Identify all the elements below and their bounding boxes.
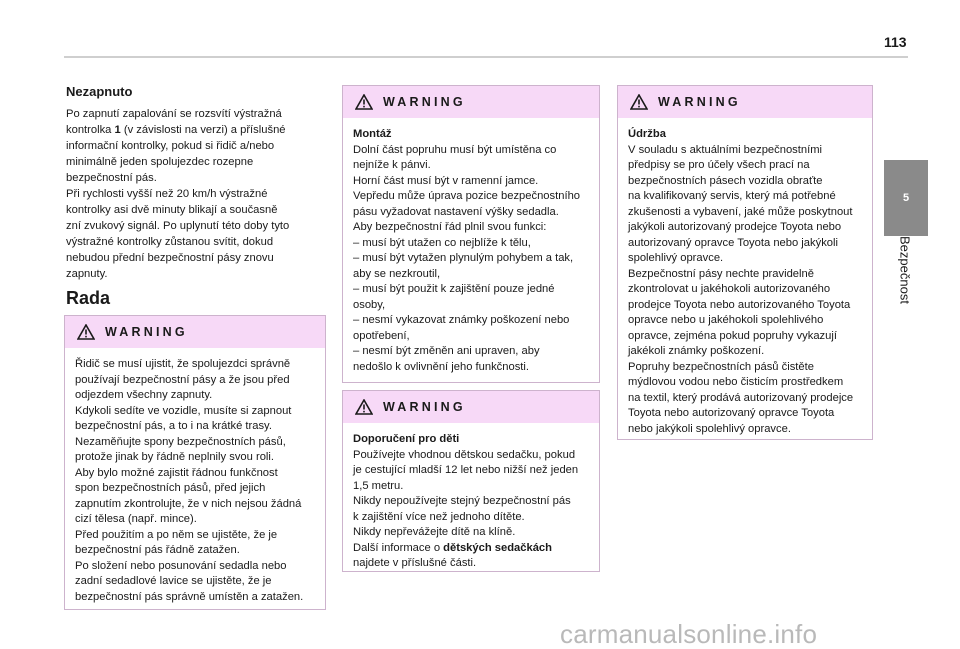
warning-body: Údržba V souladu s aktuálními bezpečnostními předpisy se pro účely všech prací na bezpečnostních pásech vozidla obraťte na kvalifikovaný servis, který má potřebné zkušenosti a vybavení, jaké může poskytnout jakýkoli autorizovaný prodejce Toyota nebo autorizovaný opravce Toyota nebo jakýkoli spolehlivý opravce. Bezpečnostní pásy nechte pravidelně zkontrolovat u jakéhokoli autorizovaného prodejce Toyota nebo autorizovaného Toyota opravce nebo u jakéhokoli spolehlivého opravce, zejména pokud popruhy vykazují jakékoli známky poškození. Popruhy bezpečnostních pásů čistěte mýdlovou vodou nebo čisticím prostředkem na textil, který prodává autorizovaný prodejce Toyota nebo autorizovaný opravce Toyota nebo jakýkoli spolehlivý opravce.	[628, 128, 854, 435]
warning-box-usage	[64, 315, 326, 610]
chapter-tab[interactable]: 5	[884, 160, 928, 236]
warning-title: WARNING	[383, 400, 466, 414]
warning-triangle-icon	[630, 94, 648, 110]
section-heading-rada: Rada	[66, 288, 111, 308]
warning-header	[65, 316, 325, 348]
header-rule	[64, 56, 908, 58]
warning-header	[343, 391, 599, 423]
warning-box-maintenance	[617, 85, 873, 440]
chapter-title: Bezpečnost	[897, 236, 913, 304]
warning-triangle-icon	[355, 94, 373, 110]
intro-paragraph: Po zapnutí zapalování se rozsvítí výstražná kontrolka 1 (v závislosti na verzi) a příslušné informační kontrolky, pokud si řidič a/nebo minimálně jeden spolujezdec rozepne bezpečnostní pás. Při rychlosti vyšší než 20 km/h výstražné kontrolky asi dvě minuty blikají a současně zní zvukový signál. Po uplynutí této doby tyto výstražné kontrolky zůstanou svítit, dokud nebudou přední bezpečnostní pásy znovu zapnuty.	[66, 108, 290, 280]
warning-header	[618, 86, 872, 118]
warning-header	[343, 86, 599, 118]
section-heading-nezapnuto: Nezapnuto	[66, 84, 133, 99]
warning-title: WARNING	[658, 95, 741, 109]
warning-subtitle: Montáž	[353, 128, 392, 140]
child-seats-reference: dětských sedačkách	[443, 541, 552, 554]
warning-triangle-icon	[77, 324, 95, 340]
warning-title: WARNING	[105, 325, 188, 339]
warning-subtitle: Doporučení pro děti	[353, 433, 460, 445]
watermark: carmanualsonline.info	[560, 619, 818, 649]
warning-body: Řidič se musí ujistit, že spolujezdci správně používají bezpečnostní pásy a že jsou před odjezdem všechny zapnuty. Kdykoli sedíte ve vozidle, musíte si zapnout bezpečnostní pás, a to i na krátké trasy. Nezaměňujte spony bezpečnostních pásů, protože jinak by řádně neplnily svou roli. Aby bylo možné zajistit řádnou funkčnost spon bezpečnostních pásů, před jejich zapnutím zkontrolujte, že v nich nejsou žádná cizí tělesa (např. mince). Před použitím a po něm se ujistěte, že je bezpečnostní pás řádně zatažen. Po složení nebo posunování sedadla nebo zadní sedadlové lavice se ujistěte, že je bezpečnostní pás správně umístěn a zatažen.	[75, 358, 304, 603]
warning-body: Doporučení pro děti Používejte vhodnou dětskou sedačku, pokud je cestující mladší 12 let nebo nižší než jeden 1,5 metru. Nikdy nepoužívejte stejný bezpečnostní pás k zajištění více než jednoho dítěte. Nikdy nepřevážejte dítě na klíně. Další informace o dětských sedačkách najdete v příslušné části.	[353, 433, 579, 569]
warning-title: WARNING	[383, 95, 466, 109]
warning-box-montaz	[342, 85, 600, 383]
warning-body: Montáž Dolní část popruhu musí být umístěna co nejníže k pánvi. Horní část musí být v ramenní jamce. Vepředu může úprava pozice bezpečnostního pásu vyžadovat nastavení výšky sedadla. Aby bezpečnostní řád plnil svou funkci: – musí být utažen co nejblíže k tělu, – musí být vytažen plynulým pohybem a tak, aby se nezkroutil, – musí být použit k zajištění pouze jedné osoby, – nesmí vykazovat známky poškození nebo opotřebení, – nesmí být změněn ani upraven, aby nedošlo k ovlivnění jeho funkčnosti.	[353, 128, 581, 373]
indicator-number: 1	[114, 124, 121, 136]
warning-box-children	[342, 390, 600, 572]
page-number: 113	[884, 34, 907, 50]
warning-triangle-icon	[355, 399, 373, 415]
warning-subtitle: Údržba	[628, 128, 666, 140]
